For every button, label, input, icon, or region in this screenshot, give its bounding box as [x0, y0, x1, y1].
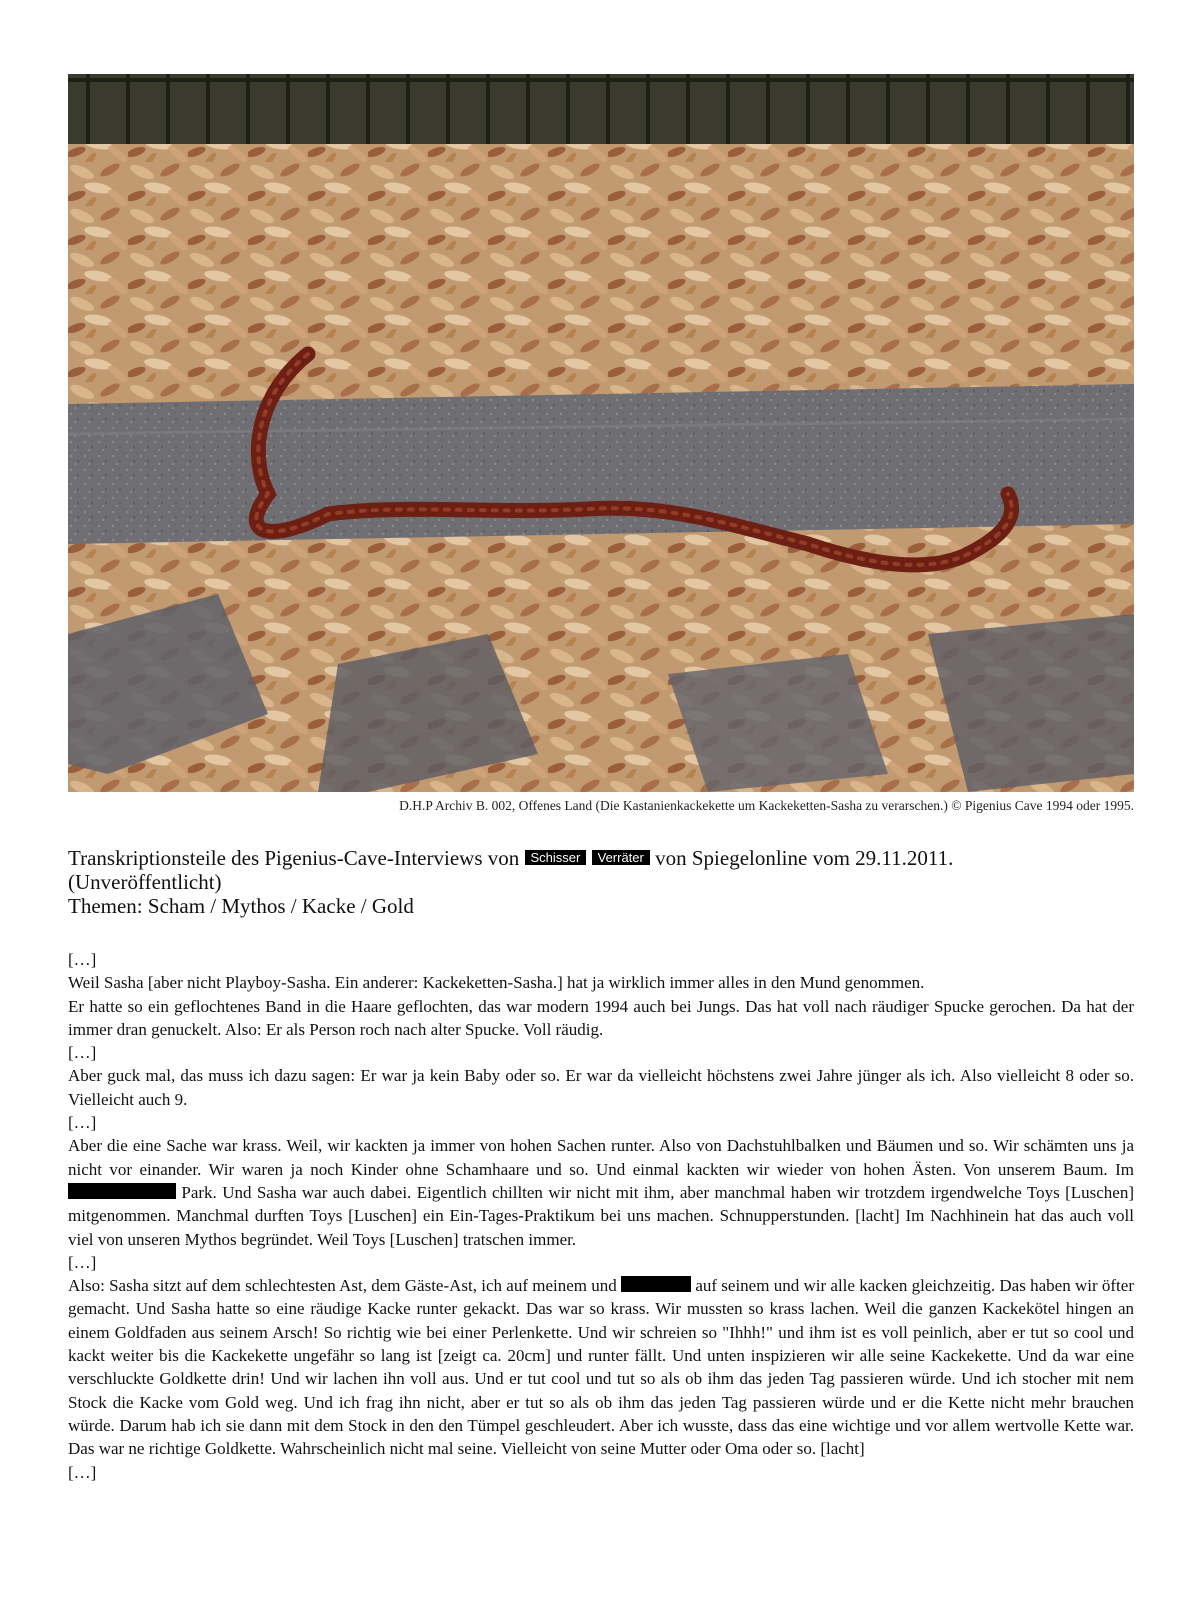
- ellipsis-marker: […]: [68, 1462, 97, 1482]
- chestnut-chain-photo-icon: [68, 74, 1134, 792]
- heading-themes: Themen: Scham / Mythos / Kacke / Gold: [68, 894, 414, 918]
- ellipsis-marker: […]: [68, 1043, 97, 1063]
- paragraph: [68, 1134, 1134, 1250]
- paragraph: Aber guck mal, das muss ich dazu sagen: Er war ja kein Baby oder so. Er war da vielleicht höchstens zwei Jahre jünger als ich. Also vielleicht 8 oder so. Vielleicht auch 9.: [68, 1066, 1134, 1109]
- redaction-label-2: Verräter: [592, 850, 650, 865]
- paragraph: [68, 1274, 1134, 1460]
- heading-line-1: [68, 846, 1134, 870]
- heading-line-2: (Unveröffentlicht): [68, 870, 222, 894]
- archive-photo: [68, 74, 1134, 792]
- paragraph: Weil Sasha [aber nicht Playboy-Sasha. Ein anderer: Kackeketten-Sasha.] hat ja wirklich immer alles in den Mund genommen.: [68, 973, 925, 993]
- redaction-bar: [621, 1276, 691, 1292]
- paragraph: Er hatte so ein geflochtenes Band in die Haare geflochten, das war modern 1994 auch bei Jungs. Das hat voll nach räudiger Spucke gerochen. Da hat der immer dran genuckelt. Also: Er als Person roch nach alter Spucke. Voll räudig.: [68, 996, 1134, 1039]
- heading-text-after: von Spiegelonline vom 29.11.2011.: [655, 846, 954, 870]
- transcript-body: [68, 948, 1134, 1484]
- ellipsis-marker: […]: [68, 1252, 97, 1272]
- paragraph-part: auf seinem und wir alle kacken gleichzeitig. Das haben wir öfter gemacht. Und Sasha hatte so eine räudige Kacke runter gekackt. Das war so krass. Wir mussten so krass lachen. Weil die ganzen Kackekötel hingen an einem Goldfaden aus seinem Arsch! So richtig wie bei einer Perlenkette. Und wir schreien so "Ihhh!" und ihm ist es voll peinlich, aber er tut so cool und kackt weiter bis die Kackekette ungefähr so lang ist [zeigt ca. 20cm] und runter fällt. Und unten inspizieren wir alle seine Kackekette. Und da war eine verschluckte Goldkette drin! Und wir lachen ihn voll aus. Und er tut cool und tut so als ob ihm das jeden Tag passieren würde. Und ich stocher mit nem Stock die Kacke vom Gold weg. Und ich frag ihn nicht, aber er tut so als ob ihm das jeden Tag passieren würde und er die Kette nicht mehr brauchen würde. Darum hab ich sie dann mit dem Stock in den den Tümpel geschleudert. Aber ich wusste, dass das eine wichtige und vor allem wertvolle Kette war. Das war ne richtige Goldkette. Wahrscheinlich nicht mal seine. Vielleicht von seine Mutter oder Oma oder so. [lacht]: [68, 1276, 1134, 1459]
- photo-caption: D.H.P Archiv B. 002, Offenes Land (Die Kastanienkackekette um Kackeketten-Sasha zu verarschen.) © Pigenius Cave 1994 oder 1995.: [399, 798, 1134, 813]
- ellipsis-marker: […]: [68, 1113, 97, 1133]
- ellipsis-marker: […]: [68, 950, 97, 969]
- redaction-bar: [68, 1183, 176, 1199]
- document-heading: [68, 846, 1134, 918]
- redaction-label-1: Schisser: [525, 850, 587, 865]
- paragraph-part: Park. Und Sasha war auch dabei. Eigentlich chillten wir nicht mit ihm, aber manchmal haben wir trotzdem irgendwelche Toys [Luschen] mitgenommen. Manchmal durften Toys [Luschen] ein Ein-Tages-Praktikum bei uns machen. Schnupperstunden. [lacht] Im Nachhinein hat das auch voll viel von unseren Mythos begründet. Weil Toys [Luschen] tratschen immer.: [68, 1182, 1135, 1249]
- paragraph-part: Aber die eine Sache war krass. Weil, wir kackten ja immer von hohen Sachen runter. Also von Dachstuhlbalken und Bäumen und so. Wir schämten uns ja nicht vor einander. Wir waren ja noch Kinder ohne Schamhaare und so. Und einmal kackten wir wieder von hohen Ästen. Von unserem Baum. Im: [68, 1136, 1134, 1179]
- heading-text-before: Transkriptionsteile des Pigenius-Cave-Interviews von: [68, 846, 520, 870]
- paragraph-part: Also: Sasha sitzt auf dem schlechtesten Ast, dem Gäste-Ast, ich auf meinem und: [68, 1276, 617, 1296]
